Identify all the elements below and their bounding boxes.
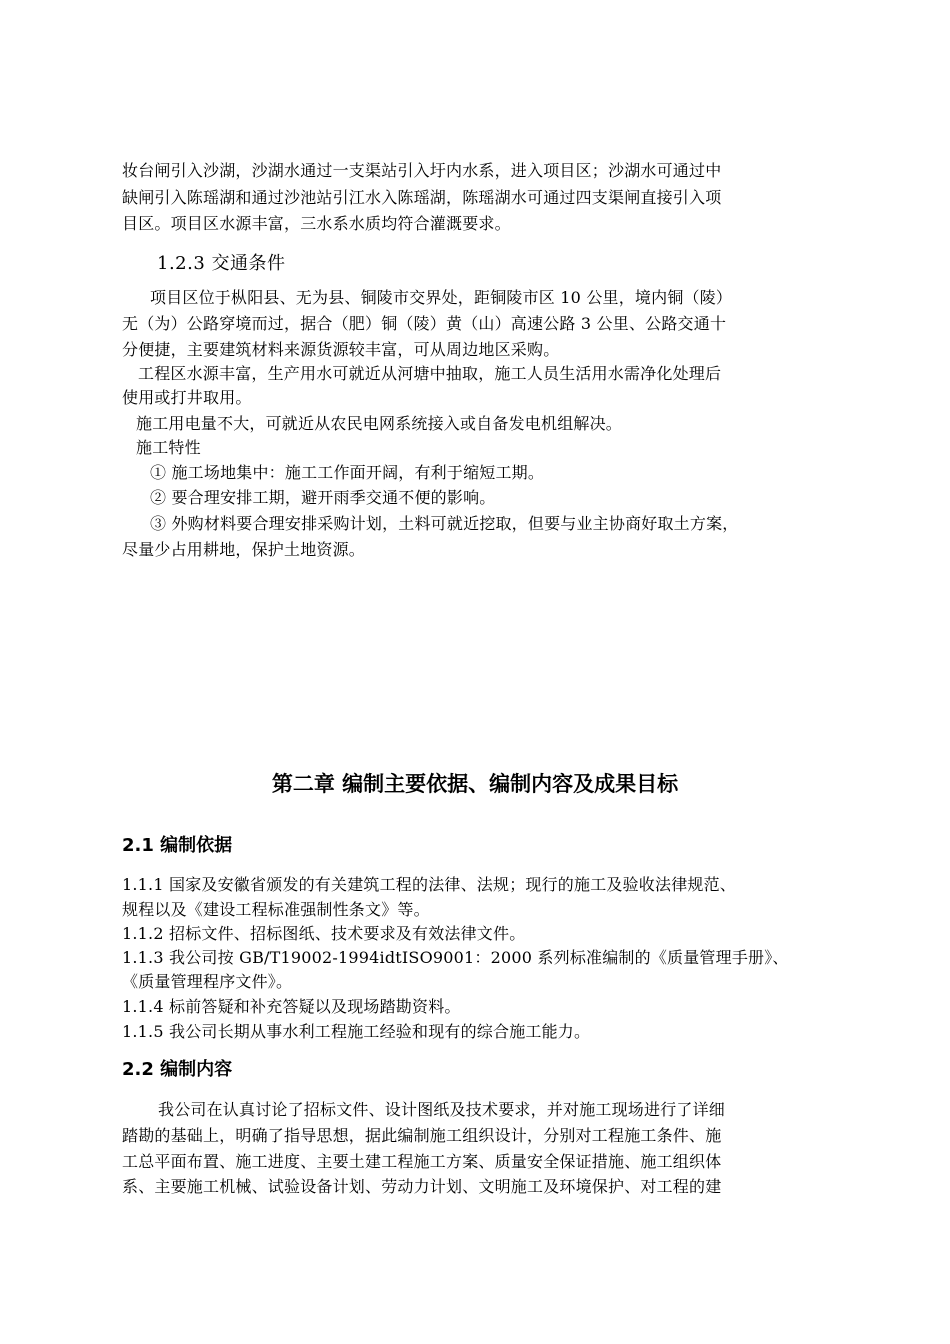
basis-line: 1.1.4 标前答疑和补充答疑以及现场踏勘资料。 bbox=[122, 997, 461, 1016]
list-item: ② 要合理安排工期，避开雨季交通不便的影响。 bbox=[150, 488, 496, 507]
paragraph-line: 施工用电量不大，可就近从农民电网系统接入或自备发电机组解决。 bbox=[136, 414, 623, 433]
list-item: ① 施工场地集中：施工工作面开阔，有利于缩短工期。 bbox=[150, 463, 545, 482]
paragraph-line: 工总平面布置、施工进度、主要土建工程施工方案、质量安全保证措施、施工组织体 bbox=[122, 1152, 722, 1171]
section-heading-2-1: 2.1 编制依据 bbox=[122, 835, 233, 856]
list-item-continuation: 尽量少占用耕地，保护土地资源。 bbox=[122, 540, 366, 559]
paragraph-line: 妆台闸引入沙湖，沙湖水通过一支渠站引入圩内水系，进入项目区；沙湖水可通过中 bbox=[122, 161, 722, 180]
chapter-title: 第二章 编制主要依据、编制内容及成果目标 bbox=[271, 772, 679, 796]
section-heading-2-2: 2.2 编制内容 bbox=[122, 1059, 233, 1080]
basis-line: 1.1.2 招标文件、招标图纸、技术要求及有效法律文件。 bbox=[122, 924, 526, 943]
paragraph-line: 我公司在认真讨论了招标文件、设计图纸及技术要求，并对施工现场进行了详细 bbox=[158, 1100, 726, 1119]
paragraph-line: 目区。项目区水源丰富，三水系水质均符合灌溉要求。 bbox=[122, 214, 511, 233]
paragraph-line: 工程区水源丰富，生产用水可就近从河塘中抽取，施工人员生活用水需净化处理后 bbox=[138, 364, 722, 383]
paragraph-line: 缺闸引入陈瑶湖和通过沙池站引江水入陈瑶湖，陈瑶湖水可通过四支渠闸直接引入项 bbox=[122, 188, 722, 207]
paragraph-line: 分便捷，主要建筑材料来源货源较丰富，可从周边地区采购。 bbox=[122, 340, 560, 359]
basis-line: 1.1.3 我公司按 GB/T19002-1994idtISO9001：2000 系列标准编制的《质量管理手册》、 bbox=[122, 948, 789, 967]
basis-line: 《质量管理程序文件》。 bbox=[122, 972, 293, 991]
paragraph-line: 踏勘的基础上，明确了指导思想，据此编制施工组织设计，分别对工程施工条件、施 bbox=[122, 1126, 722, 1145]
basis-line: 1.1.5 我公司长期从事水利工程施工经验和现有的综合施工能力。 bbox=[122, 1022, 591, 1041]
features-title: 施工特性 bbox=[136, 438, 201, 457]
paragraph-line: 系、主要施工机械、试验设备计划、劳动力计划、文明施工及环境保护、对工程的建 bbox=[122, 1177, 722, 1196]
basis-line: 1.1.1 国家及安徽省颁发的有关建筑工程的法律、法规；现行的施工及验收法律规范、 bbox=[122, 875, 736, 894]
list-item: ③ 外购材料要合理安排采购计划，土料可就近挖取，但要与业主协商好取土方案， bbox=[150, 514, 739, 533]
paragraph-line: 使用或打井取用。 bbox=[122, 388, 252, 407]
basis-line: 规程以及《建设工程标准强制性条文》等。 bbox=[122, 900, 430, 919]
subsection-heading: 1.2.3 交通条件 bbox=[157, 253, 286, 274]
paragraph-line: 无（为）公路穿境而过，据合（肥）铜（陵）黄（山）高速公路 3 公里、公路交通十 bbox=[122, 314, 727, 333]
paragraph-line: 项目区位于枞阳县、无为县、铜陵市交界处，距铜陵市区 10 公里，境内铜（陵） bbox=[150, 288, 733, 307]
